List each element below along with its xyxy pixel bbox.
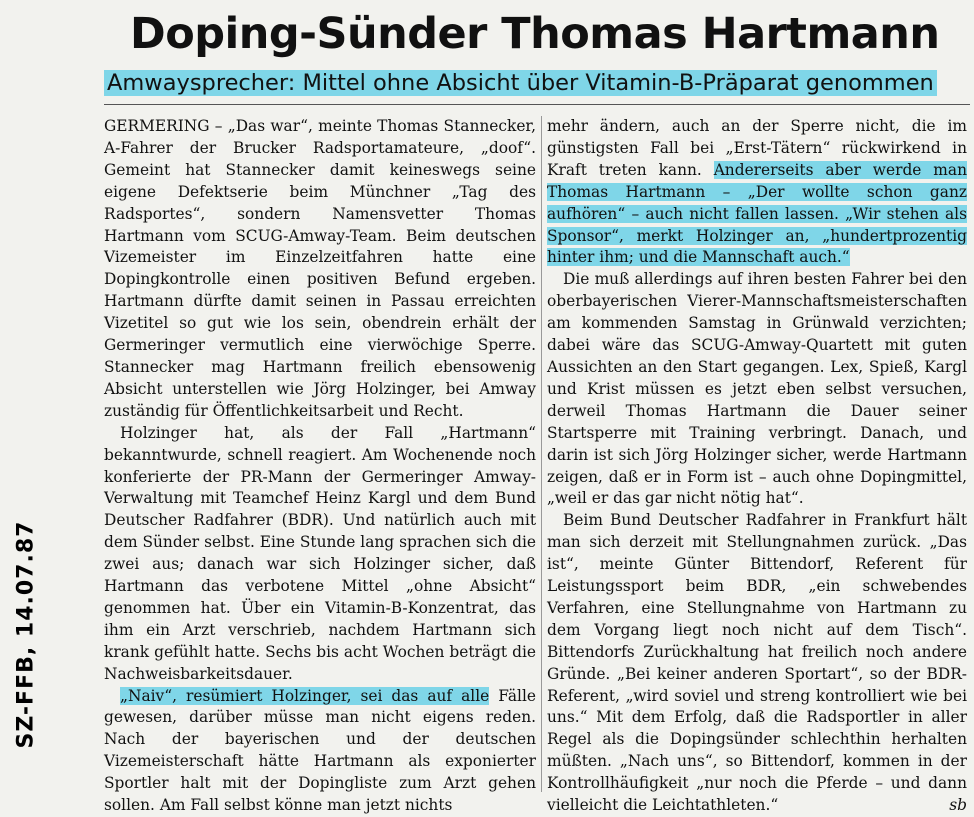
- article-column-right: [547, 116, 967, 817]
- headline: Doping-Sünder Thomas Hartmann: [130, 9, 940, 59]
- article-column-left: [104, 116, 536, 817]
- subheadline-text: Amwaysprecher: Mittel ohne Absicht über Vitamin-B-Präparat genommen: [104, 70, 937, 96]
- subheadline: [104, 68, 970, 98]
- source-date-label: SZ-FFB, 14.07.87: [13, 520, 39, 749]
- paragraph: Die muß allerdings auf ihren besten Fahrer bei den oberbayerischen Vierer-Mannschaftsmeisterschaften am kommenden Samstag in Grünwald verzichten; dabei wäre das SCUG-Amway-Quartett mit guten Aussichten an den Start gegangen. Lex, Spieß, Kargl und Krist müssen es jetzt eben selbst versuchen, derweil Thomas Hartmann die Dauer seiner Startsperre mit Training verbringt. Danach, und darin ist sich Jörg Holzinger sicher, werde Hartmann zeigen, daß er in Form ist – auch ohne Dopingmittel, „weil er das gar nicht nötig hat“.: [547, 270, 967, 508]
- paragraph-text: Beim Bund Deutscher Radfahrer in Frankfurt hält man sich derzeit mit Stellungnahmen zurück. „Das ist“, meinte Günter Bittendorf, Referent für Leistungssport beim BDR, „ein schwebendes Verfahren, eine Stellungnahme von Hartmann zu dem Vorgang liegt noch nicht auf dem Tisch“. Bittendorfs Zurückhaltung hat freilich noch andere Gründe. „Bei keiner anderen Sportart“, so der BDR-Referent, „wird soviel und streng kontrolliert wie bei uns.“ Mit dem Erfolg, daß die Radsportler in aller Regel als die Dopingsünder schlechthin herhalten müßten. „Nach uns“, so Bittendorf, kommen in der Kontrollhäufigkeit „nur noch die Pferde – und dann vielleicht die Leichtathleten.“: [547, 511, 967, 815]
- paragraph-text: mehr ändern, auch an der Sperre nicht, die im günstigsten Fall bei „Erst-Tätern“ rückwirkend in Kraft treten kann.: [547, 117, 967, 179]
- paragraph: GERMERING – „Das war“, meinte Thomas Stannecker, A-Fahrer der Brucker Radsportamateure, „doof“. Gemeint hat Stannecker damit keineswegs seine eigene Defektserie beim Münchner „Tag des Radsportes“, sondern Namensvetter Thomas Hartmann vom SCUG-Amway-Team. Beim deutschen Vizemeister im Einzelzeitfahren hatte eine Dopingkontrolle einen positiven Befund ergeben. Hartmann dürfte damit seinen in Passau erreichten Vizetitel so gut wie los sein, obendrein erhält der Germeringer vermutlich eine vierwöchige Sperre. Stannecker mag Hartmann freilich ebensowenig Absicht unterstellen wie Jörg Holzinger, bei Amway zuständig für Öffentlichkeitsarbeit und Recht.: [104, 117, 536, 420]
- author-signature: sb: [949, 796, 967, 815]
- paragraph: Holzinger hat, als der Fall „Hartmann“ bekanntwurde, schnell reagiert. Am Wochenende noch konferierte der PR-Mann der Germeringer Amway-Verwaltung mit Teamchef Heinz Kargl und dem Bund Deutscher Radfahrer (BDR). Und natürlich auch mit dem Sünder selbst. Eine Stunde lang sprachen sich die zwei aus; danach war sich Holzinger sicher, daß Hartmann das verbotene Mittel „ohne Absicht“ genommen hat. Über ein Vitamin-B-Konzentrat, das ihm ein Arzt verschrieb, nachdem Hartmann sich krank gefühlt hatte. Sechs bis acht Wochen beträgt die Nachweisbarkeitsdauer.: [104, 423, 536, 683]
- paragraph: [547, 116, 967, 269]
- highlighted-text: Andererseits aber werde man Thomas Hartmann – „Der wollte schon ganz aufhören“ – auch nicht fallen lassen. „Wir stehen als Sponsor“, merkt Holzinger an, „hundertprozentig hinter ihm; und die Mannschaft auch.“: [547, 160, 967, 267]
- header-rule: [104, 104, 970, 105]
- paragraph: [104, 686, 536, 817]
- paragraph: [547, 510, 967, 817]
- column-divider: [541, 116, 542, 792]
- paragraph-text: Fälle gewesen, darüber müsse man nicht eigens reden. Nach der bayerischen und der deutschen Vizemeisterschaft hätte Hartmann als exponierter Sportler halt mit der Dopingliste zum Arzt gehen sollen. Am Fall selbst könne man jetzt nichts: [104, 686, 536, 815]
- highlighted-text: „Naiv“, resümiert Holzinger, sei das auf alle: [120, 686, 490, 705]
